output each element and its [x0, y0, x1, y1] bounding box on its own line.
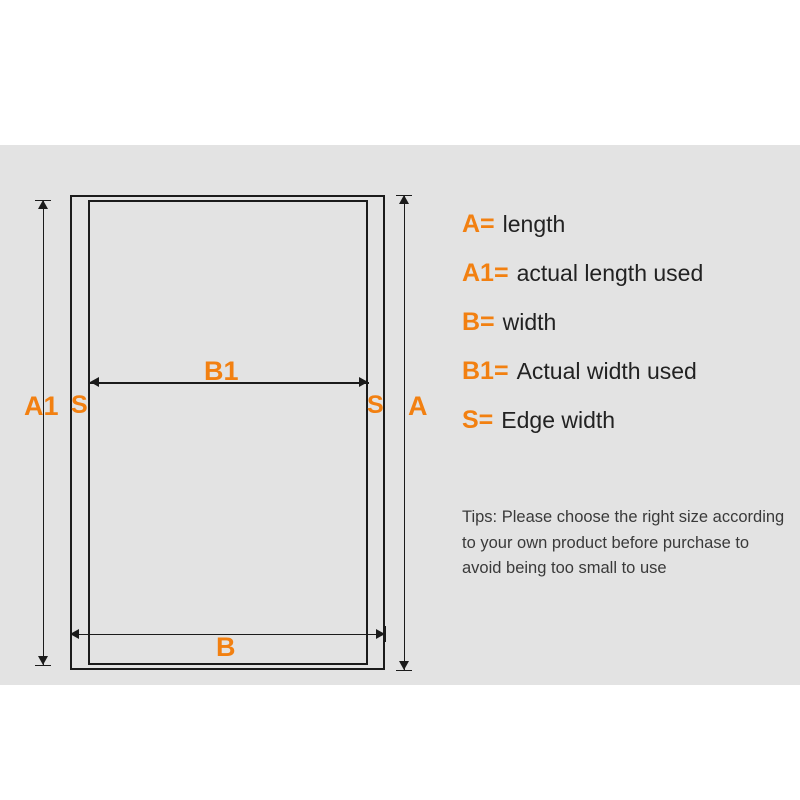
legend-item-a: [462, 210, 792, 239]
legend-list: [462, 210, 792, 455]
dimension-tick-a-bottom: [396, 670, 412, 671]
dimension-arrow-b-left: [70, 629, 79, 639]
label-b1: B1: [204, 356, 239, 386]
legend-item-s: [462, 406, 792, 435]
legend-key-b: B=: [462, 308, 495, 336]
legend-value-a1: actual length used: [516, 260, 704, 286]
dimension-line-a1: [43, 200, 44, 665]
legend-value-b: width: [502, 309, 557, 335]
legend-item-b: [462, 308, 792, 337]
legend-item-a1: [462, 259, 792, 288]
legend-value-a: length: [502, 211, 566, 237]
label-s-left: S: [71, 391, 88, 419]
dimension-arrow-a-bottom: [399, 661, 409, 670]
label-s-right: S: [367, 391, 384, 419]
label-a: A: [408, 391, 428, 421]
legend-item-b1: [462, 357, 792, 386]
dimension-arrow-a1-top: [38, 200, 48, 209]
dimension-tick-a1-bottom: [35, 665, 51, 666]
legend-value-b1: Actual width used: [516, 358, 697, 384]
dimension-tick-b-left: [70, 626, 71, 642]
dimension-arrow-a1-bottom: [38, 656, 48, 665]
legend-key-b1: B1=: [462, 357, 509, 385]
dimension-arrow-a-top: [399, 195, 409, 204]
dimension-tick-b-right: [385, 626, 386, 642]
tips-text: Tips: Please choose the right size according to your own product before purchase to avoid being too small to use: [462, 508, 785, 578]
legend-key-s: S=: [462, 406, 494, 434]
label-b: B: [216, 632, 236, 662]
legend-value-s: Edge width: [501, 407, 616, 433]
bag-inner-rectangle: [88, 200, 368, 665]
dimension-arrow-b-right: [376, 629, 385, 639]
legend-key-a: A=: [462, 210, 495, 238]
label-a1: A1: [24, 391, 59, 421]
dimension-arrow-b1-right: [359, 377, 368, 387]
legend-key-a1: A1=: [462, 259, 509, 287]
dimension-line-a: [404, 195, 405, 670]
bag-dimension-diagram: [0, 145, 450, 685]
dimension-arrow-b1-left: [90, 377, 99, 387]
dimension-tick-a-top: [396, 195, 412, 196]
dimension-tick-a1-top: [35, 200, 51, 201]
